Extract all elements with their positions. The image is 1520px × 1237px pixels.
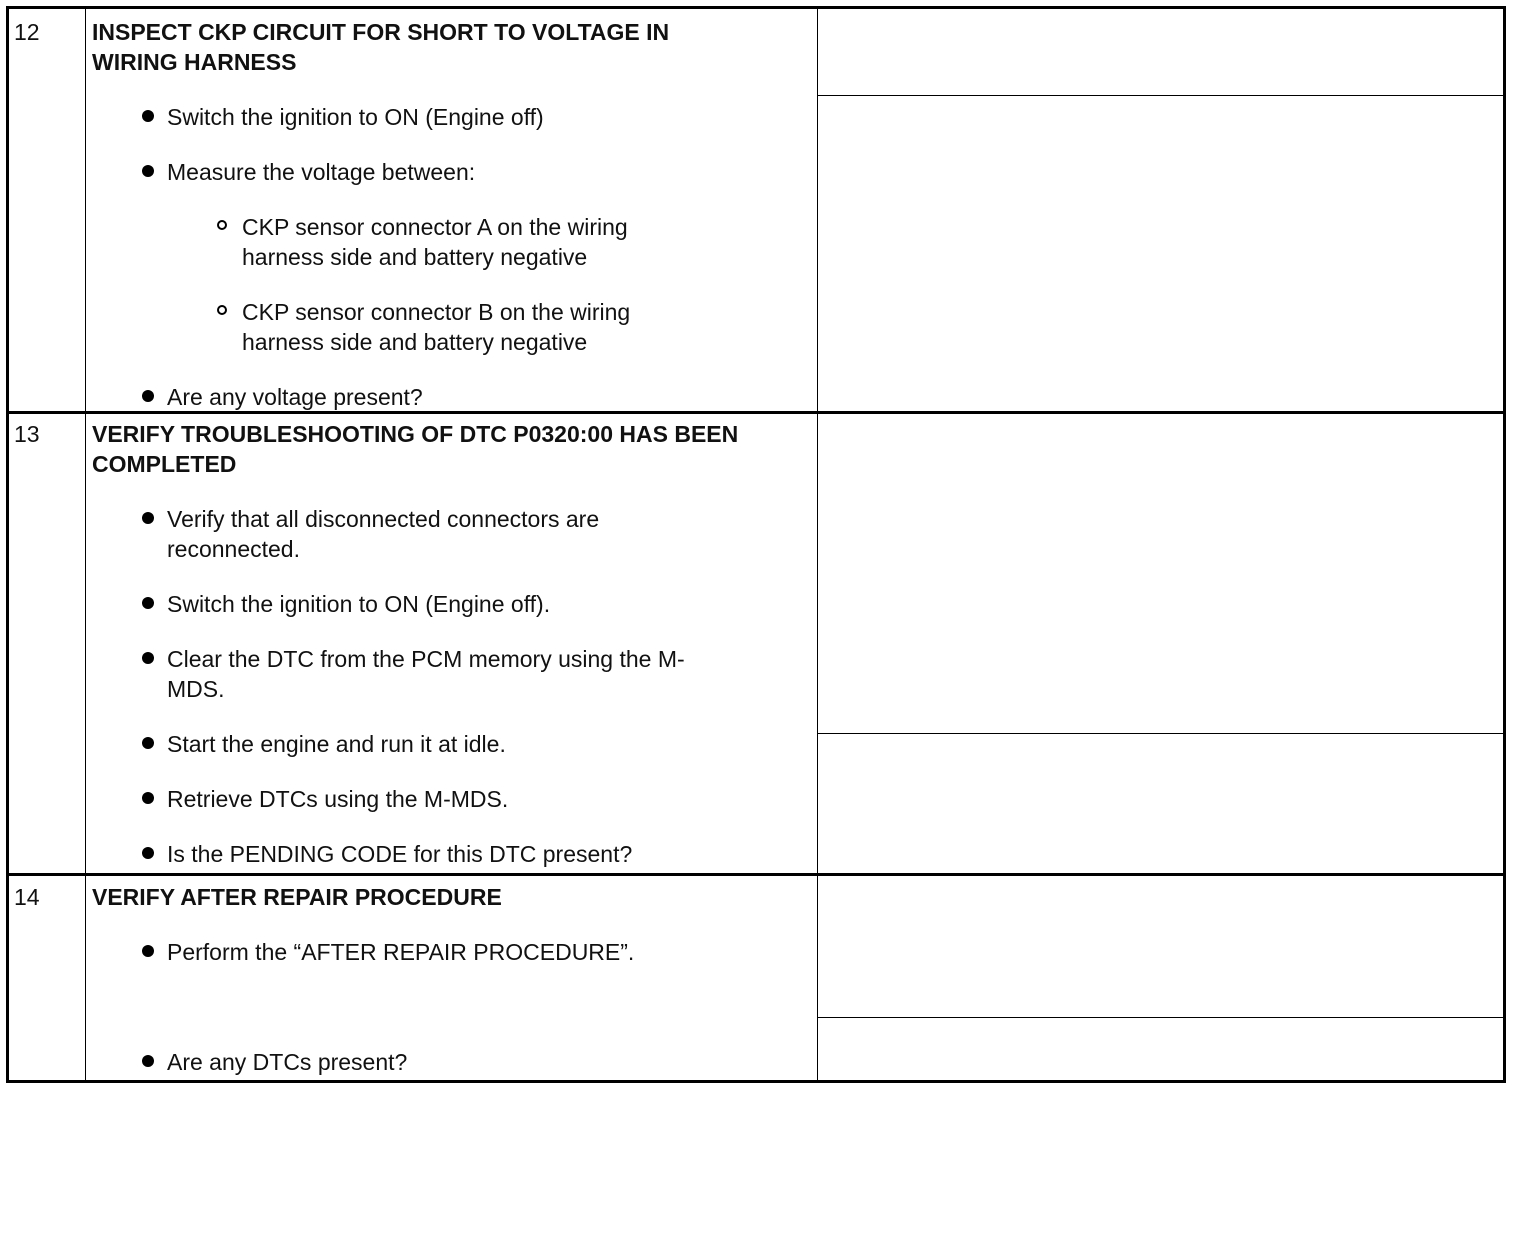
step-title: INSPECT CKP CIRCUIT FOR SHORT TO VOLTAGE IN WIRING HARNESS: [92, 19, 670, 75]
no-answer: [818, 1017, 1503, 1080]
yes-answer: [818, 9, 1503, 95]
procedure-cell: [86, 9, 818, 411]
step-title: VERIFY AFTER REPAIR PROCEDURE: [92, 884, 502, 910]
procedure-item: Clear the DTC from the PCM memory using the M-MDS.: [92, 644, 712, 704]
sub-procedure-item: CKP sensor connector B on the wiring harness side and battery negative: [167, 297, 687, 357]
sub-procedure-list: [167, 212, 687, 357]
procedure-cell: [86, 411, 818, 873]
step-number: 13: [9, 411, 86, 873]
procedure-item: Start the engine and run it at idle.: [92, 729, 712, 759]
procedure-cell: [86, 874, 818, 1080]
procedure-list: [92, 102, 811, 187]
procedure-item: Measure the voltage between:: [92, 157, 811, 187]
procedure-question: Are any voltage present?: [92, 382, 811, 412]
procedure-list: [92, 937, 811, 1077]
procedure-item: Verify that all disconnected connectors are reconnected.: [92, 504, 712, 564]
yes-answer: [818, 874, 1503, 1017]
step-row-13: [6, 411, 1506, 876]
procedure-question: Are any DTCs present?: [92, 1047, 811, 1077]
step-number: 14: [9, 874, 86, 1080]
step-row-14: [6, 874, 1506, 1083]
no-answer: [818, 95, 1503, 411]
procedure-item: Switch the ignition to ON (Engine off).: [92, 589, 712, 619]
no-answer: [818, 733, 1503, 873]
procedure-list: [92, 504, 712, 869]
procedure-question: Is the PENDING CODE for this DTC present?: [92, 839, 712, 869]
procedure-item: Switch the ignition to ON (Engine off): [92, 102, 811, 132]
procedure-item: Perform the “AFTER REPAIR PROCEDURE”.: [92, 937, 811, 967]
step-row-12: [6, 6, 1506, 414]
sub-procedure-item: CKP sensor connector A on the wiring harness side and battery negative: [167, 212, 687, 272]
step-title: VERIFY TROUBLESHOOTING OF DTC P0320:00 HAS BEEN COMPLETED: [92, 421, 739, 477]
troubleshooting-table: [6, 6, 1506, 1083]
procedure-item: Retrieve DTCs using the M-MDS.: [92, 784, 712, 814]
yes-answer: [818, 411, 1503, 733]
step-number: 12: [9, 9, 86, 411]
